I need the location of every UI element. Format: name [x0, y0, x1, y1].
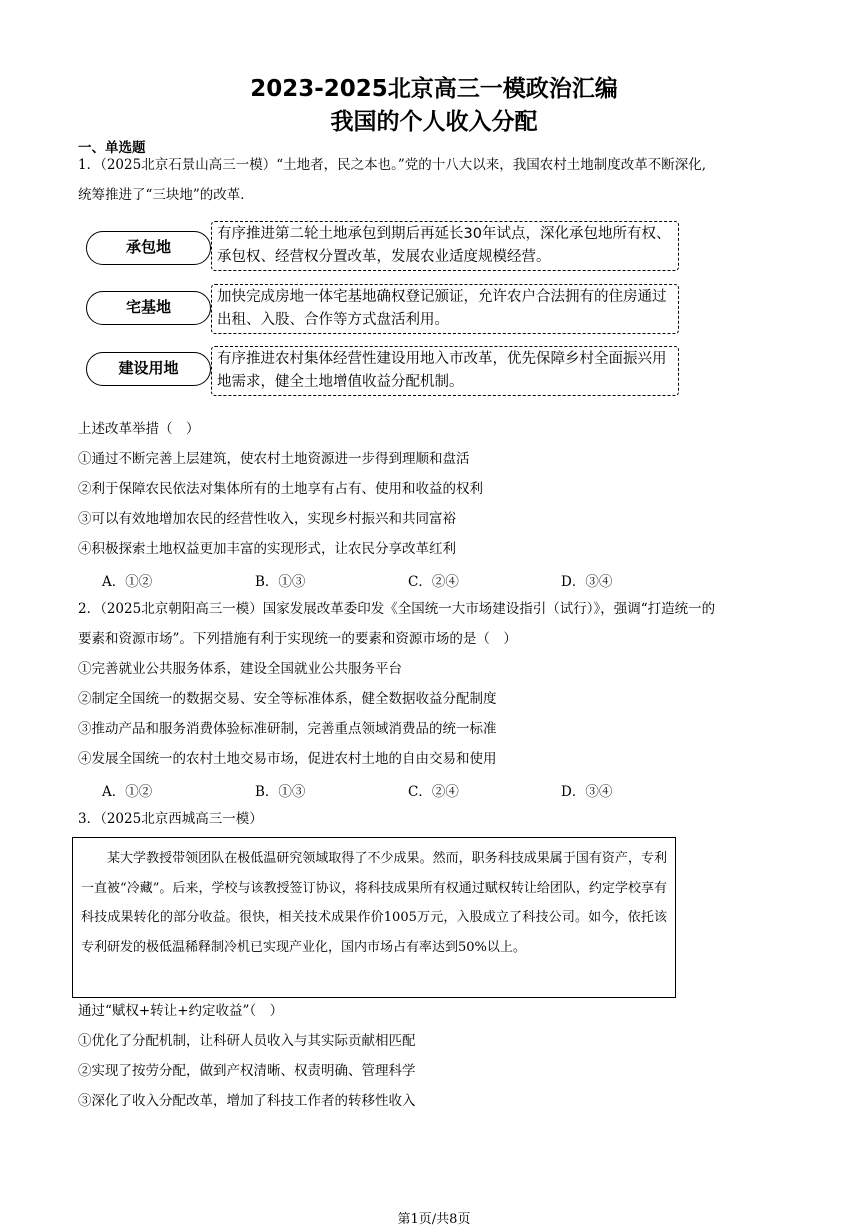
document-subtitle: 我国的个人收入分配: [330, 109, 538, 135]
q1-statement-3: ③可以有效地增加农民的经营性收入，实现乡村振兴和共同富裕: [78, 511, 456, 527]
q1-options: [102, 570, 714, 590]
q1-label-construction-land: 建设用地: [86, 352, 211, 386]
document-title: 2023-2025北京高三一模政治汇编: [250, 76, 618, 102]
section-heading: 一、单选题: [78, 140, 146, 156]
q2-statement-4: ④发展全国统一的农村土地交易市场，促进农村土地的自由交易和使用: [78, 751, 497, 767]
q1-option-a[interactable]: A．①②: [102, 574, 153, 590]
q2-option-d[interactable]: D．③④: [561, 784, 613, 800]
q2-statement-2: ②制定全国统一的数据交易、安全等标准体系，健全数据收益分配制度: [78, 691, 497, 707]
q2-option-b[interactable]: B．①③: [255, 784, 306, 800]
q3-statement-3: ③深化了收入分配改革，增加了科技工作者的转移性收入: [78, 1093, 416, 1109]
q1-text-contract-land: 有序推进第二轮土地承包到期后再延长30年试点，深化承包地所有权、承包权、经营权分置改革，发展农业适度规模经营。: [211, 221, 679, 271]
q1-label-homestead: 宅基地: [86, 291, 211, 325]
q2-options: [102, 780, 714, 800]
q1-option-b[interactable]: B．①③: [255, 574, 306, 590]
q2-option-a[interactable]: A．①②: [102, 784, 153, 800]
q2-stem-line1: 2．（2025北京朝阳高三一模）国家发展改革委印发《全国统一大市场建设指引（试行）》，强调“打造统一的: [78, 601, 716, 617]
q1-label-contract-land: 承包地: [86, 231, 211, 265]
q1-option-d[interactable]: D．③④: [561, 574, 613, 590]
q3-material-box: [72, 837, 676, 998]
q1-statement-4: ④积极探索土地权益更加丰富的实现形式，让农民分享改革红利: [78, 541, 456, 557]
q3-material-text: 某大学教授带领团队在极低温研究领域取得了不少成果。然而，职务科技成果属于国有资产，专利一直被“冷藏”。后来，学校与该教授签订协议，将科技成果所有权通过赋权转让给团队，约定学校享有科技成果转化的部分收益。很快，相关技术成果作价1005万元，入股成立了科技公司。如今，依托该专利研发的极低温稀释制冷机已实现产业化，国内市场占有率达到50%以上。: [81, 851, 667, 955]
q1-question: 上述改革举措（ ）: [78, 421, 200, 437]
q1-statement-1: ①通过不断完善上层建筑，使农村土地资源进一步得到理顺和盘活: [78, 451, 470, 467]
q1-text-homestead: 加快完成房地一体宅基地确权登记颁证，允许农户合法拥有的住房通过出租、入股、合作等方式盘活利用。: [211, 284, 679, 334]
q1-statement-2: ②利于保障农民依法对集体所有的土地享有占有、使用和收益的权利: [78, 481, 483, 497]
q3-statement-1: ①优化了分配机制，让科研人员收入与其实际贡献相匹配: [78, 1033, 416, 1049]
q3-stem: 3．（2025北京西城高三一模）: [78, 811, 263, 827]
q1-stem-line2: 统筹推进了“三块地”的改革．: [78, 187, 254, 203]
q2-statement-1: ①完善就业公共服务体系，建设全国就业公共服务平台: [78, 661, 402, 677]
page-footer: 第1页/共8页: [397, 1212, 471, 1227]
q1-text-construction-land: 有序推进农村集体经营性建设用地入市改革，优先保障乡村全面振兴用地需求，健全土地增值收益分配机制。: [211, 346, 679, 396]
q2-option-c[interactable]: C．②④: [408, 784, 459, 800]
q3-statement-2: ②实现了按劳分配，做到产权清晰、权责明确、管理科学: [78, 1063, 416, 1079]
q2-stem-line2: 要素和资源市场”。下列措施有利于实现统一的要素和资源市场的是（ ）: [78, 631, 517, 647]
q1-option-c[interactable]: C．②④: [408, 574, 459, 590]
q3-question: 通过“赋权+转让+约定收益”（ ）: [78, 1003, 284, 1019]
q2-statement-3: ③推动产品和服务消费体验标准研制，完善重点领域消费品的统一标准: [78, 721, 497, 737]
q1-stem-line1: 1．（2025北京石景山高三一模）“土地者，民之本也。”党的十八大以来，我国农村土地制度改革不断深化,: [78, 157, 707, 173]
